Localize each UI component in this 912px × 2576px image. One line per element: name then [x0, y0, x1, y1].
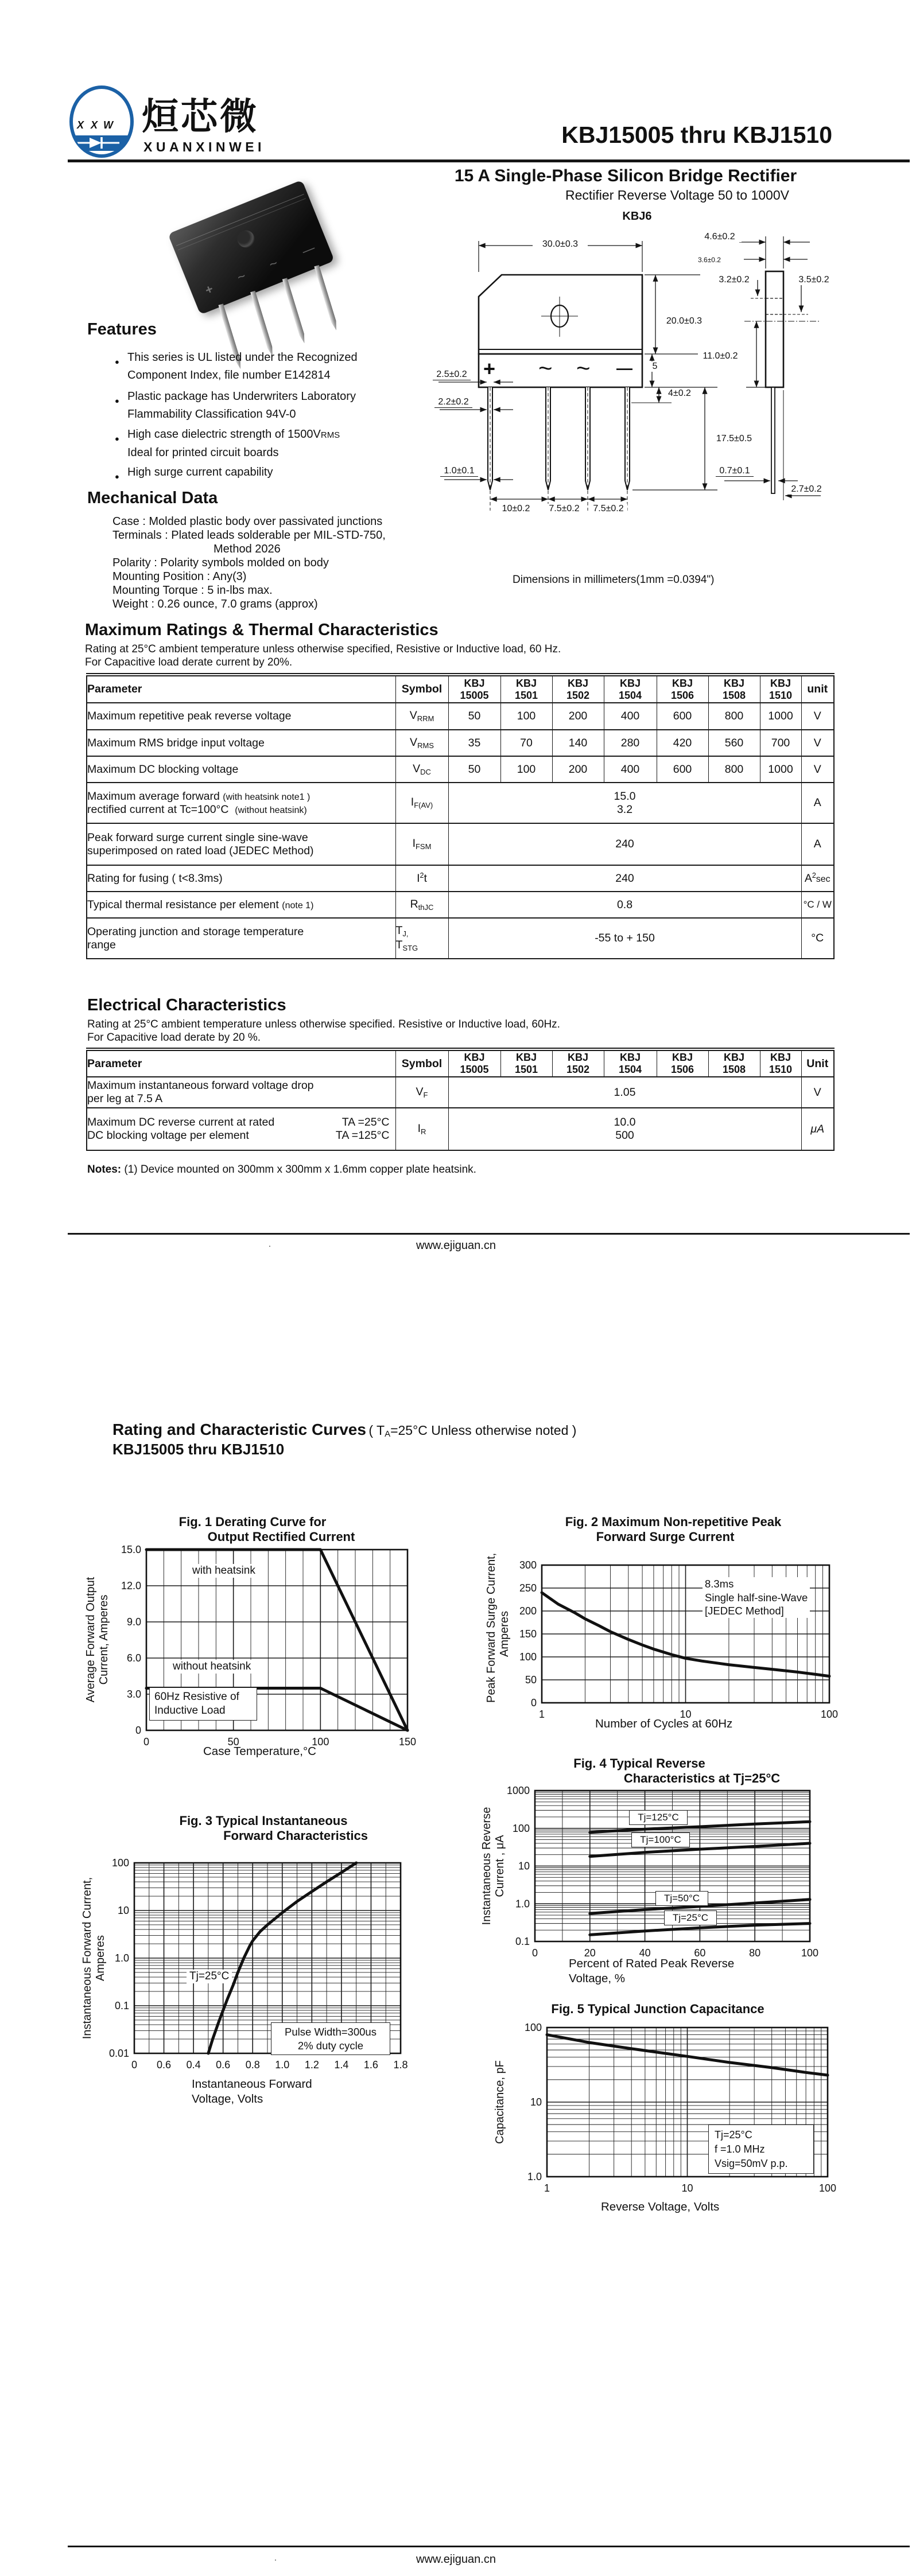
- dim-label: 20.0±0.3: [660, 316, 708, 326]
- col-parameter: Parameter: [87, 675, 395, 703]
- svg-text:0: 0: [131, 2059, 138, 2071]
- fig1-annotation: without heatsink: [170, 1660, 254, 1674]
- table-row-vrrm: Maximum repetitive peak reverse voltage $V_{RRM}$ 50 100 200 400 600 800 1000 V: [87, 703, 834, 730]
- table-header-row: [87, 675, 834, 703]
- fig2-ylabel: Peak Forward Surge Current, Amperes: [485, 1552, 511, 1703]
- svg-text:80: 80: [749, 1947, 761, 1959]
- svg-text:100: 100: [111, 1857, 129, 1869]
- svg-text:100: 100: [820, 1709, 839, 1720]
- pkg-side-lead: [771, 387, 775, 493]
- fig5-xlabel: Reverse Voltage, Volts: [601, 2200, 720, 2213]
- svg-text:1.0: 1.0: [527, 2171, 542, 2182]
- svg-text:100: 100: [801, 1947, 819, 1959]
- fig3-annotation-box: Pulse Width=300us 2% duty cycle: [271, 2022, 390, 2055]
- col-device: KBJ 15005: [448, 675, 500, 703]
- fig2-xlabel: Number of Cycles at 60Hz: [595, 1717, 733, 1730]
- max-ratings-heading: Maximum Ratings & Thermal Characteristics: [85, 621, 438, 639]
- footer-rule: [68, 1233, 910, 1235]
- fig4-xlabel: Percent of Rated Peak Reverse Voltage, %: [569, 1957, 735, 1985]
- fig1-ylabel: Average Forward Output Current, Amperes: [84, 1577, 110, 1703]
- max-ratings-table: [86, 673, 835, 959]
- svg-text:12.0: 12.0: [121, 1580, 141, 1591]
- svg-text:20: 20: [584, 1947, 596, 1959]
- mech-line: Terminals : Plated leads solderable per MIL-STD-750,: [112, 529, 386, 542]
- bullet-icon: ●: [115, 357, 119, 366]
- mech-line: Method 2026: [214, 543, 281, 555]
- product-photo: [164, 189, 359, 338]
- bullet-icon: ●: [115, 396, 119, 405]
- fig2-annotation: 8.3ms Single half-sine-Wave [JEDEC Method]: [703, 1577, 810, 1618]
- max-ratings-intro2: For Capacitive load derate current by 20%.: [85, 656, 293, 668]
- photo-hole: [235, 228, 257, 250]
- svg-text:150: 150: [398, 1736, 417, 1748]
- max-ratings-intro1: Rating at 25°C ambient temperature unless otherwise specified, Resistive or Inductive load, 60 Hz.: [85, 643, 561, 655]
- fig5-title: Fig. 5 Typical Junction Capacitance: [551, 2002, 764, 2016]
- fig2-title: Fig. 2 Maximum Non-repetitive Peak: [565, 1515, 782, 1529]
- svg-text:0.1: 0.1: [515, 1936, 530, 1947]
- mech-line: Mounting Torque : 5 in-lbs max.: [112, 584, 273, 597]
- svg-text:10: 10: [518, 1860, 530, 1872]
- footer-url: www.ejiguan.cn: [416, 1239, 496, 1252]
- svg-text:1.4: 1.4: [334, 2059, 349, 2071]
- footer-dot: .: [269, 1239, 271, 1248]
- feature-item: ● High surge current capability: [127, 464, 273, 481]
- mechanical-heading: Mechanical Data: [87, 489, 218, 507]
- dim-label: 5: [649, 361, 661, 372]
- col-device: KBJ 1504: [604, 675, 657, 703]
- feature-item: ● High case dielectric strength of 1500VRMS Ideal for printed circuit boards: [115, 428, 340, 459]
- svg-text:250: 250: [519, 1582, 537, 1594]
- svg-text:0: 0: [531, 1947, 538, 1959]
- dim-label: 4±0.2: [663, 388, 696, 399]
- svg-text:0.8: 0.8: [245, 2059, 260, 2071]
- bullet-icon: ●: [115, 472, 119, 481]
- table-row-i2t: Rating for fusing ( t<8.3ms) $I^2t$ 240 $A^2\sec$: [87, 865, 834, 892]
- company-logo: [69, 85, 137, 163]
- doc-title: KBJ15005 thru KBJ1510: [561, 122, 832, 148]
- table-header-row: Parameter Symbol KBJ 15005 KBJ 1501 KBJ 1502 KBJ 1504 KBJ 1506 KBJ 1508 KBJ 1510 Unit: [87, 1049, 834, 1077]
- svg-text:10: 10: [117, 1905, 129, 1916]
- mech-line: Polarity : Polarity symbols molded on body: [112, 557, 329, 569]
- feature-item: ● Plastic package has Underwriters Laboratory Flammability Classification 94V-0: [115, 390, 356, 421]
- svg-text:15.0: 15.0: [121, 1544, 141, 1555]
- table-row-rthjc: Typical thermal resistance per element (note 1) $R_{thJC}$ 0.8 °C / W: [87, 892, 834, 918]
- feature-item: ● This series is UL listed under the Recognized Component Index, file number E142814: [115, 351, 358, 382]
- svg-text:1000: 1000: [506, 1785, 530, 1796]
- fig1-xlabel: Case Temperature,°C: [203, 1745, 316, 1758]
- svg-text:300: 300: [519, 1559, 537, 1571]
- svg-text:60: 60: [694, 1947, 706, 1959]
- fig4-curve-label: Tj=50°C: [655, 1891, 708, 1906]
- dim-label: 3.2±0.2: [714, 275, 754, 285]
- fig4-title2: Characteristics at Tj=25°C: [623, 1771, 781, 1785]
- features-heading: Features: [87, 320, 157, 338]
- table-row-ir: Maximum DC reverse current at rated TA =25°C DC blocking voltage per element TA =125°C $I_R$ 10.0 500 μA: [87, 1108, 834, 1150]
- package-name: KBJ6: [622, 210, 652, 223]
- table-row-vrms: Maximum RMS bridge input voltage $V_{RMS}$ 35 70 140 280 420 560 700 V: [87, 730, 834, 756]
- svg-text:200: 200: [519, 1605, 537, 1617]
- photo-package-body: + ~ ~ —: [168, 180, 335, 314]
- dim-label: 7.5±0.2: [545, 504, 583, 514]
- svg-text:100: 100: [519, 1651, 537, 1663]
- footer-url: www.ejiguan.cn: [416, 2553, 496, 2566]
- dim-label: 11.0±0.2: [698, 351, 743, 361]
- fig3-xlabel: Instantaneous Forward Voltage, Volts: [192, 2077, 312, 2106]
- svg-text:10: 10: [681, 2182, 693, 2194]
- footer-rule: [68, 2546, 910, 2547]
- footer-dot: .: [274, 2553, 277, 2562]
- dim-label: 10±0.2: [497, 504, 535, 514]
- fig4-curve-label: Tj=100°C: [631, 1832, 690, 1847]
- polarity-minus: —: [616, 359, 632, 377]
- curves-subheading: KBJ15005 thru KBJ1510: [112, 1441, 285, 1458]
- col-unit: unit: [801, 675, 834, 703]
- header-rule: [68, 159, 910, 162]
- svg-text:10: 10: [680, 1709, 692, 1720]
- fig1-title: Fig. 1 Derating Curve for: [178, 1515, 327, 1529]
- svg-text:40: 40: [639, 1947, 651, 1959]
- mech-line: Case : Molded plastic body over passivated junctions: [112, 515, 383, 528]
- fig2-title2: Forward Surge Current: [596, 1530, 735, 1544]
- col-device: KBJ 1501: [500, 675, 552, 703]
- polarity-ac1: ~: [538, 355, 553, 382]
- svg-text:1.2: 1.2: [304, 2059, 319, 2071]
- svg-text:1.0: 1.0: [114, 1952, 129, 1964]
- svg-text:0.6: 0.6: [216, 2059, 231, 2071]
- fig3-title: Fig. 3 Typical Instantaneous: [179, 1814, 348, 1828]
- electrical-intro1: Rating at 25°C ambient temperature unless otherwise specified. Resistive or Inductive load, 60Hz.: [87, 1018, 560, 1030]
- dim-label: 7.5±0.2: [589, 504, 627, 514]
- col-symbol: Symbol: [395, 675, 448, 703]
- svg-text:3.0: 3.0: [126, 1688, 141, 1700]
- svg-text:0: 0: [530, 1697, 537, 1709]
- svg-text:150: 150: [519, 1628, 537, 1640]
- svg-text:0: 0: [135, 1725, 141, 1736]
- fig5-ylabel: Capacitance, pF: [494, 2060, 506, 2144]
- company-name-en: XUANXINWEI: [143, 139, 265, 154]
- svg-text:9.0: 9.0: [126, 1616, 141, 1628]
- table-row-tj: Operating junction and storage temperature range $T_{J,}$ $T_{STG}$ -55 to + 150 °C: [87, 918, 834, 959]
- table-row-ifav: Maximum average forward (with heatsink note1 ) rectified current at Tc=100°C (without heatsink) $I_{F(AV)}$ 15.0 3.2 A: [87, 783, 834, 823]
- photo-lead: [250, 291, 275, 357]
- svg-text:100: 100: [818, 2182, 837, 2194]
- svg-text:10: 10: [530, 2096, 542, 2108]
- pkg-side-body: [766, 271, 783, 387]
- dim-label: 3.6±0.2: [691, 256, 728, 264]
- fig3-annotation: Tj=25°C: [187, 1970, 232, 1983]
- svg-text:1.6: 1.6: [363, 2059, 378, 2071]
- curves-heading: Rating and Characteristic Curves ( TA=25°C Unless otherwise noted ): [112, 1421, 577, 1439]
- dim-label: 3.5±0.2: [794, 275, 834, 285]
- svg-text:0.6: 0.6: [157, 2059, 172, 2071]
- fig1-title2: Output Rectified Current: [207, 1530, 355, 1544]
- notes-line: Notes: (1) Device mounted on 300mm x 300mm x 1.6mm copper plate heatsink.: [87, 1164, 476, 1176]
- svg-text:1.8: 1.8: [393, 2059, 408, 2071]
- fig1-chart: [111, 1544, 416, 1756]
- svg-text:1: 1: [544, 2182, 550, 2194]
- table-row-vdc: Maximum DC blocking voltage $V_{DC}$ 50 100 200 400 600 800 1000 V: [87, 756, 834, 783]
- svg-text:0: 0: [143, 1736, 150, 1748]
- electrical-heading: Electrical Characteristics: [87, 996, 286, 1014]
- polarity-plus: +: [483, 357, 496, 380]
- fig1-annotation-box: 60Hz Resistive of Inductive Load: [149, 1687, 257, 1721]
- svg-text:100: 100: [312, 1736, 329, 1748]
- company-name-cn: 烜芯微: [142, 96, 259, 137]
- photo-lead: [282, 278, 307, 344]
- mech-line: Weight : 0.26 ounce, 7.0 grams (approx): [112, 598, 318, 610]
- col-device: KBJ 1510: [760, 675, 801, 703]
- col-device: KBJ 1502: [552, 675, 604, 703]
- svg-text:1.0: 1.0: [515, 1898, 530, 1910]
- svg-text:1: 1: [538, 1709, 545, 1720]
- svg-text:1.0: 1.0: [275, 2059, 290, 2071]
- svg-text:100: 100: [524, 2022, 542, 2033]
- fig5-annotation-box: Tj=25°C f =1.0 MHz Vsig=50mV p.p.: [708, 2124, 814, 2174]
- svg-text:50: 50: [227, 1736, 239, 1748]
- dim-label: 2.2±0.2: [434, 397, 472, 408]
- dim-label: 0.7±0.1: [716, 466, 754, 477]
- logo-letter-x2: X: [91, 119, 98, 131]
- svg-text:0.01: 0.01: [108, 2048, 129, 2059]
- col-device: KBJ 1506: [657, 675, 708, 703]
- doc-subtitle2: Rectifier Reverse Voltage 50 to 1000V: [565, 188, 789, 203]
- col-device: KBJ 1508: [708, 675, 760, 703]
- fig1-annotation: with heatsink: [189, 1564, 258, 1578]
- fig4-title: Fig. 4 Typical Reverse: [573, 1756, 705, 1770]
- package-outline-drawing: [396, 224, 855, 545]
- mech-line: Mounting Position : Any(3): [112, 570, 247, 583]
- fig3-title2: Forward Characteristics: [223, 1828, 368, 1843]
- photo-lead: [314, 265, 339, 331]
- dim-label: 1.0±0.1: [440, 466, 478, 477]
- logo-letter-w: W: [103, 119, 113, 131]
- fig4-curve-label: Tj=25°C: [664, 1910, 717, 1925]
- dim-label: 17.5±0.5: [709, 434, 759, 444]
- dim-label: 2.7±0.2: [787, 484, 825, 495]
- table-row-ifsm: Peak forward surge current single sine-wave superimposed on rated load (JEDEC Method) $I_{FSM}$ 240 A: [87, 823, 834, 865]
- fig4-ylabel: Instantaneous Reverse Current , μA: [480, 1807, 506, 1925]
- dim-label: 2.5±0.2: [433, 369, 471, 380]
- svg-text:0.4: 0.4: [186, 2059, 201, 2071]
- dim-label: 30.0±0.3: [533, 239, 588, 250]
- electrical-intro2: For Capacitive load derate by 20 %.: [87, 1032, 261, 1044]
- svg-text:50: 50: [525, 1674, 537, 1686]
- bullet-icon: ●: [115, 434, 119, 443]
- svg-text:0.1: 0.1: [114, 2000, 129, 2011]
- svg-text:100: 100: [512, 1822, 530, 1834]
- fig4-curve-label: Tj=125°C: [629, 1810, 688, 1825]
- doc-subtitle: 15 A Single-Phase Silicon Bridge Rectifier: [454, 166, 797, 185]
- svg-text:6.0: 6.0: [126, 1652, 141, 1664]
- logo-letter-x1: X: [77, 119, 84, 131]
- table-row-vf: Maximum instantaneous forward voltage drop per leg at 7.5 A $V_F$ 1.05 V: [87, 1077, 834, 1108]
- dimensions-note: Dimensions in millimeters(1mm =0.0394"): [513, 574, 715, 586]
- fig5-chart: [511, 2022, 836, 2202]
- dim-label: 4.6±0.2: [698, 232, 742, 242]
- electrical-table: [86, 1048, 835, 1151]
- fig3-ylabel: Instantaneous Forward Current, Amperes: [81, 1877, 107, 2040]
- polarity-ac2: ~: [576, 355, 591, 382]
